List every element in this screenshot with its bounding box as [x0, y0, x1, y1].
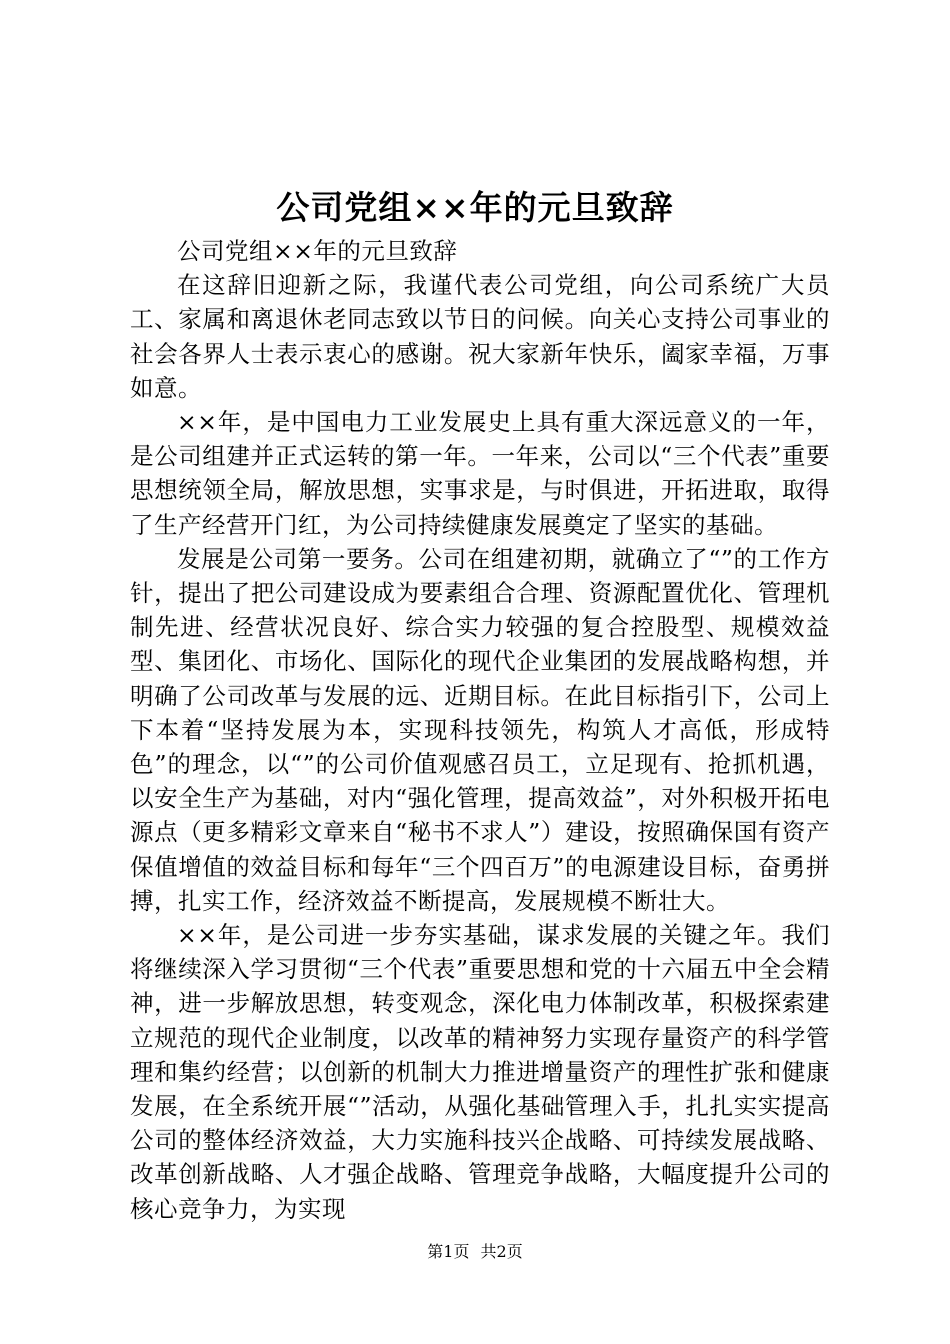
page-number: 第1页	[427, 1242, 470, 1261]
paragraph-development: 发展是公司第一要务。公司在组建初期，就确立了“”的工作方针，提出了把公司建设成为要素组合合理、资源配置优化、管理机制先进、经营状况良好、综合实力较强的复合控股型、规模效益型、集团化、市场化、国际化的现代企业集团的发展战略构想，并明确了公司改革与发展的远、近期目标。在此目标指引下，公司上下本着“坚持发展为本，实现科技领先，构筑人才高低，形成特色”的理念，以“”的公司价值观感召员工，立足现有、抢抓机遇，以安全生产为基础，对内“强化管理，提高效益”，对外积极开拓电源点（更多精彩文章来自“秘书不求人”）建设，按照确保国有资产保值增值的效益目标和每年“三个四百万”的电源建设目标，奋勇拼搏，扎实工作，经济效益不断提高，发展规模不断壮大。	[130, 544, 830, 915]
paragraph-subtitle: 公司党组××年的元旦致辞	[177, 237, 458, 265]
document-body	[130, 234, 830, 1226]
paragraph-review: ××年，是中国电力工业发展史上具有重大深远意义的一年，是公司组建并正式运转的第一年。一年来，公司以“三个代表”重要思想统领全局，解放思想，实事求是，与时俱进，开拓进取，取得了生产经营开门红，为公司持续健康发展奠定了坚实的基础。	[130, 408, 830, 539]
paragraph-greeting: 在这辞旧迎新之际，我谨代表公司党组，向公司系统广大员工、家属和离退休老同志致以节日的问候。向关心支持公司事业的社会各界人士表示衷心的感谢。祝大家新年快乐，阖家幸福，万事如意。	[130, 271, 830, 402]
page-footer	[0, 1240, 950, 1264]
page-total: 共2页	[480, 1242, 523, 1261]
document-title: 公司党组××年的元旦致辞	[276, 188, 674, 227]
paragraph-outlook: ××年，是公司进一步夯实基础，谋求发展的关键之年。我们将继续深入学习贯彻“三个代表”重要思想和党的十六届五中全会精神，进一步解放思想，转变观念，深化电力体制改革，积极探索建立规范的现代企业制度，以改革的精神努力实现存量资产的科学管理和集约经营；以创新的机制大力推进增量资产的理性扩张和健康发展，在全系统开展“”活动，从强化基础管理入手，扎扎实实提高公司的整体经济效益，大力实施科技兴企战略、可持续发展战略、改革创新战略、人才强企战略、管理竞争战略，大幅度提升公司的核心竞争力，为实现	[130, 921, 830, 1223]
